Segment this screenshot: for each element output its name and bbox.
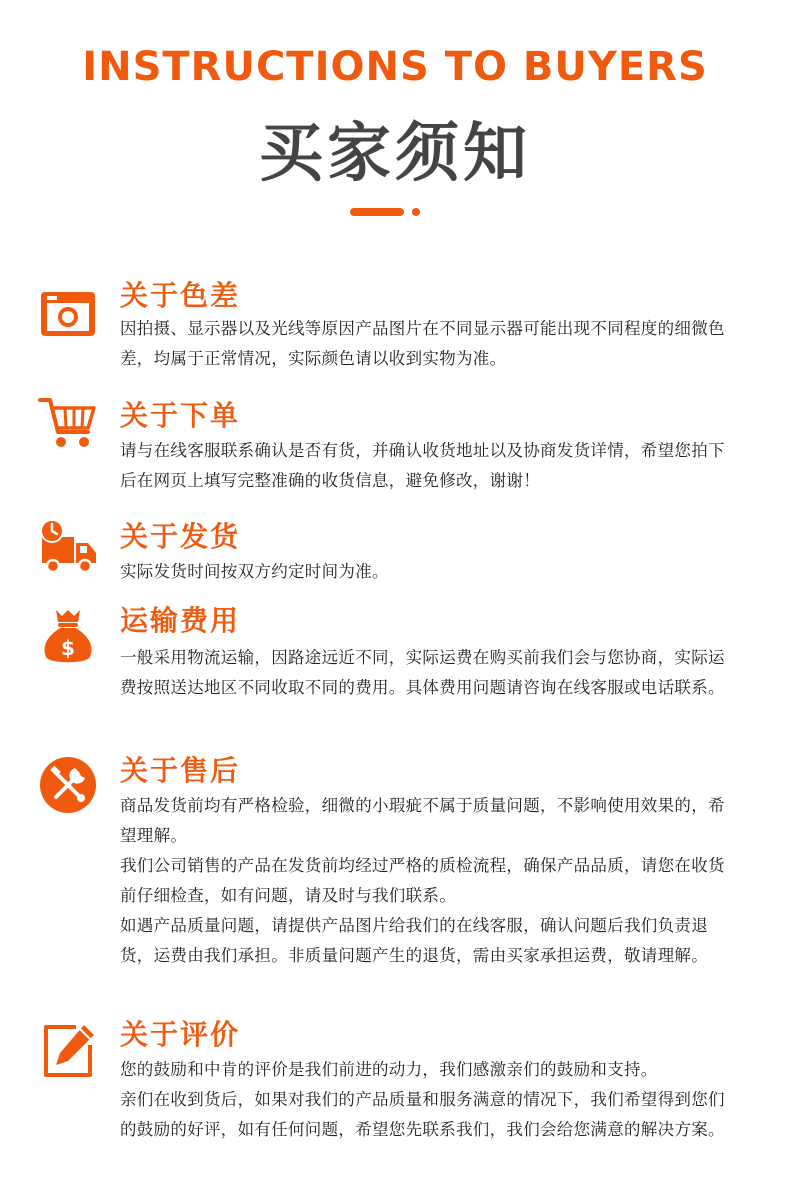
shopping-cart-icon <box>38 394 98 454</box>
edit-pen-icon <box>38 1021 98 1081</box>
delivery-truck-icon <box>38 519 98 579</box>
title-divider <box>350 208 420 216</box>
divider-bar <box>350 208 404 216</box>
money-bag-icon <box>38 607 98 667</box>
section-paragraph: 商品发货前均有严格检验，细微的小瑕疵不属于质量问题，不影响使用效果的，希望理解。 <box>120 796 725 845</box>
camera-icon <box>38 284 98 344</box>
section-title: 关于下单 <box>120 399 241 432</box>
section-title: 运输费用 <box>120 604 241 637</box>
section-paragraph: 亲们在收到货后，如果对我们的产品质量和服务满意的情况下，我们希望得到您们的鼓励的好评，如有任何问题，希望您先联系我们，我们会给您满意的解决方案。 <box>120 1090 725 1139</box>
divider-dot <box>412 208 420 216</box>
section-body <box>120 791 730 971</box>
section-body <box>120 1055 730 1145</box>
section-paragraph: 如遇产品质量问题，请提供产品图片给我们的在线客服，确认问题后我们负责退货，运费由我们承担。非质量问题产生的退货，需由买家承担运费，敬请理解。 <box>120 916 708 965</box>
section-paragraph: 因拍摄、显示器以及光线等原因产品图片在不同显示器可能出现不同程度的细微色差，均属于正常情况，实际颜色请以收到实物为准。 <box>120 319 725 368</box>
section-title: 关于色差 <box>120 279 241 312</box>
section-body <box>120 314 730 374</box>
section-paragraph: 一般采用物流运输，因路途远近不同，实际运费在购买前我们会与您协商，实际运费按照送达地区不同收取不同的费用。具体费用问题请咨询在线客服或电话联系。 <box>120 648 725 697</box>
page-title-english: INSTRUCTIONS TO BUYERS <box>82 44 708 90</box>
section-paragraph: 您的鼓励和中肯的评价是我们前进的动力，我们感激亲们的鼓励和支持。 <box>120 1060 658 1079</box>
section-title: 关于售后 <box>120 754 241 787</box>
section-body <box>120 557 730 587</box>
section-paragraph: 请与在线客服联系确认是否有货，并确认收货地址以及协商发货详情，希望您拍下后在网页上填写完整准确的收货信息，避免修改，谢谢！ <box>120 441 725 490</box>
section-body <box>120 436 730 496</box>
section-title: 关于发货 <box>120 520 241 553</box>
tools-icon <box>38 755 98 815</box>
section-paragraph: 我们公司销售的产品在发货前均经过严格的质检流程，确保产品品质，请您在收货前仔细检查，如有问题，请及时与我们联系。 <box>120 856 725 905</box>
svg-text:$: $ <box>61 636 75 660</box>
page-title-chinese: 买家须知 <box>259 117 531 191</box>
section-body <box>120 643 730 703</box>
section-title: 关于评价 <box>120 1018 241 1051</box>
section-paragraph: 实际发货时间按双方约定时间为准。 <box>120 562 389 581</box>
